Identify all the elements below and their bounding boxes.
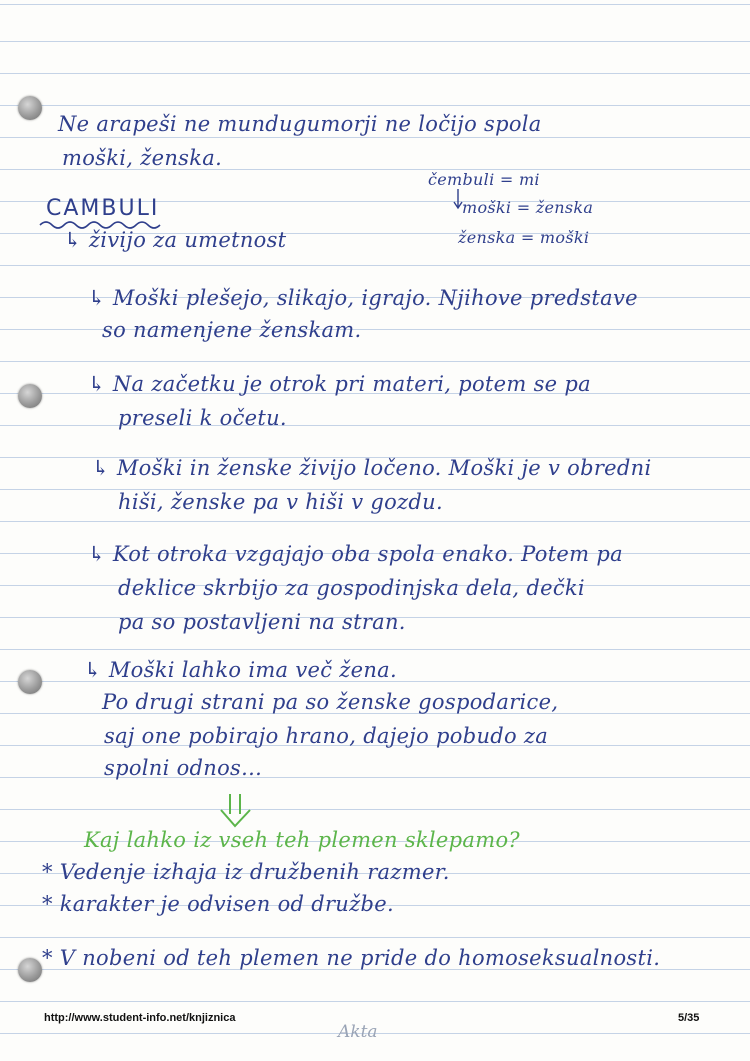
intro-line-1: Ne arapeši ne mundugumorji ne ločijo spola [58, 112, 542, 136]
intro-line-2: moški, ženska. [62, 146, 223, 170]
heading-subline: ↳ živijo za umetnost [64, 228, 287, 252]
question-line: Kaj lahko iz vseh teh plemen sklepamo? [84, 828, 520, 852]
bullet-4-line-1: ↳ Kot otroka vzgajajo oba spola enako. Potem pa [88, 542, 623, 566]
conclusion-1: * Vedenje izhaja iz družbenih razmer. [42, 860, 450, 884]
equation-3: ženska = moški [458, 228, 590, 247]
bullet-1-line-2: so namenjene ženskam. [102, 318, 362, 342]
bullet-5-line-3: saj one pobirajo hrano, dajejo pobudo za [104, 724, 549, 748]
punch-hole [18, 96, 42, 120]
punch-hole [18, 958, 42, 982]
conclusion-3: * V nobeni od teh plemen ne pride do homoseksualnosti. [42, 946, 661, 970]
conclusion-2: * karakter je odvisen od družbe. [42, 892, 394, 916]
bullet-4-line-2: deklice skrbijo za gospodinjska dela, dečki [118, 576, 585, 600]
bullet-5-line-1: ↳ Moški lahko ima več žena. [84, 658, 397, 682]
punch-hole [18, 384, 42, 408]
green-down-arrow-icon [218, 792, 254, 830]
equation-2: moški = ženska [462, 198, 594, 217]
bullet-2-line-1: ↳ Na začetku je otrok pri materi, potem se pa [88, 372, 591, 396]
bullet-1-line-1: ↳ Moški plešejo, slikajo, igrajo. Njihove predstave [88, 286, 638, 310]
bullet-5-line-2: Po drugi strani pa so ženske gospodarice, [102, 690, 559, 714]
page-number: 5/35 [678, 1012, 700, 1024]
bullet-3-line-1: ↳ Moški in ženske živijo ločeno. Moški je v obredni [92, 456, 652, 480]
bullet-2-line-2: preseli k očetu. [118, 406, 287, 430]
section-heading: CAMBULI [46, 196, 160, 221]
footer-url: http://www.student-info.net/knjiznica [44, 1012, 236, 1024]
punch-hole [18, 670, 42, 694]
akta-logo: Akta [338, 1022, 378, 1042]
bullet-5-line-4: spolni odnos... [104, 756, 263, 780]
bullet-3-line-2: hiši, ženske pa v hiši v gozdu. [118, 490, 443, 514]
bullet-4-line-3: pa so postavljeni na stran. [118, 610, 406, 634]
equation-1: čembuli = mi [428, 170, 540, 189]
